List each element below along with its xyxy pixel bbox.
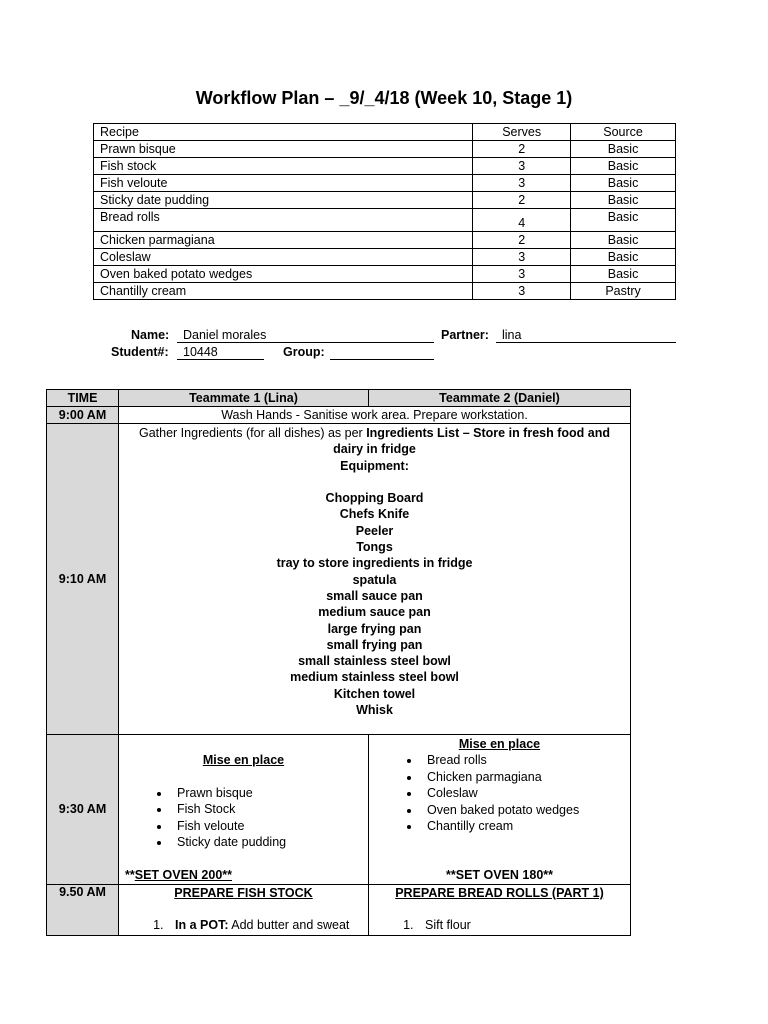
fish-stock-steps [119,917,368,933]
set-oven-200-prefix: ** [125,867,135,882]
serves-cell: 3 [473,175,571,192]
source-cell: Pastry [571,283,676,300]
equipment-item: large frying pan [327,621,422,636]
recipe-cell: Fish veloute [94,175,473,192]
list-item: 1. Sift flour [417,917,630,933]
student-number-field[interactable]: 10448 [177,345,264,360]
recipe-cell: Fish stock [94,158,473,175]
mise-en-place-heading: Mise en place [202,753,285,767]
time-cell: 9:30 AM [47,735,119,885]
equipment-label: Equipment: [340,458,409,473]
teammate-2-mise-list [369,752,630,835]
equipment-item: Whisk [356,703,393,718]
source-cell: Basic [571,158,676,175]
equipment-item: small sauce pan [326,588,423,603]
teammate-2-task-cell [369,884,631,935]
plan-header-row [47,390,631,407]
teammate-2-task-cell [369,735,631,885]
student-number-label: Student#: [111,345,169,359]
time-column-header: TIME [47,390,119,407]
list-item: • Oven baked potato wedges [421,802,630,819]
list-item: • Sticky date pudding [171,834,368,851]
gather-ingredients-plain: Gather Ingredients (for all dishes) as per [139,426,367,440]
table-row [94,283,676,300]
table-row [94,249,676,266]
table-row [94,209,676,232]
set-oven-200-note [119,867,368,883]
teammate-1-task-cell [119,884,369,935]
recipe-column-header: Recipe [94,124,473,141]
gather-ingredients-bold: Ingredients List – Store in fresh food and dairy in fridge [333,426,610,457]
source-cell: Basic [571,232,676,249]
source-cell: Basic [571,249,676,266]
teammate-1-task-cell [119,735,369,885]
step-bold-text: In a POT: [175,918,229,933]
time-cell: 9:10 AM [47,424,119,735]
equipment-item: small stainless steel bowl [298,654,451,669]
list-item: • Chicken parmagiana [421,769,630,786]
table-row [94,175,676,192]
task-cell [119,424,631,735]
plan-row-950 [47,884,631,935]
table-row [94,232,676,249]
list-item: • Chantilly cream [421,818,630,835]
list-item: • Prawn bisque [171,785,368,802]
task-cell: Wash Hands - Sanitise work area. Prepare workstation. [119,407,631,424]
workflow-plan-table [46,389,631,936]
prepare-bread-rolls-heading: PREPARE BREAD ROLLS (PART 1) [395,885,604,900]
recipe-cell: Coleslaw [94,249,473,266]
table-row [94,192,676,209]
list-item: • Fish Stock [171,801,368,818]
recipe-cell: Chicken parmagiana [94,232,473,249]
table-row [94,141,676,158]
plan-row-910 [47,424,631,735]
source-cell: Basic [571,175,676,192]
equipment-item: Peeler [355,523,394,538]
serves-cell: 3 [473,249,571,266]
set-oven-200-text: SET OVEN 200** [134,867,232,882]
partner-field[interactable]: lina [496,328,676,343]
equipment-item: small frying pan [326,637,423,652]
recipe-cell: Chantilly cream [94,283,473,300]
source-cell: Basic [571,266,676,283]
recipe-cell: Sticky date pudding [94,192,473,209]
serves-column-header: Serves [473,124,571,141]
equipment-item: Chefs Knife [339,507,410,522]
equipment-item: Chopping Board [325,491,424,506]
group-label: Group: [283,345,325,359]
serves-cell: 2 [473,232,571,249]
step-text: Add butter and sweat [228,918,350,933]
serves-cell: 4 [473,209,571,232]
teammate-1-column-header: Teammate 1 (Lina) [119,390,369,407]
plan-row-930 [47,735,631,885]
name-field[interactable]: Daniel morales [177,328,434,343]
source-cell: Basic [571,209,676,232]
recipe-cell: Bread rolls [94,209,473,232]
serves-cell: 2 [473,192,571,209]
source-column-header: Source [571,124,676,141]
gather-ingredients-text [119,425,630,458]
equipment-item: tray to store ingredients in fridge [276,556,473,571]
name-label: Name: [131,328,170,342]
mise-en-place-heading: Mise en place [458,737,541,751]
table-row [94,266,676,283]
serves-cell: 2 [473,141,571,158]
time-cell: 9:00 AM [47,407,119,424]
partner-label: Partner: [441,328,489,342]
plan-row-900 [47,407,631,424]
teammate-2-column-header: Teammate 2 (Daniel) [369,390,631,407]
list-item [167,917,368,933]
recipe-table [93,123,676,300]
serves-cell: 3 [473,283,571,300]
list-item: • Bread rolls [421,752,630,769]
source-cell: Basic [571,192,676,209]
set-oven-180-note: **SET OVEN 180** [446,868,553,883]
equipment-item: Kitchen towel [333,686,416,701]
list-item: • Coleslaw [421,785,630,802]
list-item: • Fish veloute [171,818,368,835]
equipment-item: medium stainless steel bowl [290,670,459,685]
recipe-cell: Oven baked potato wedges [94,266,473,283]
document-title: Workflow Plan – _9/_4/18 (Week 10, Stage 1) [195,88,573,108]
equipment-item: spatula [352,572,397,587]
prepare-fish-stock-heading: PREPARE FISH STOCK [174,885,313,900]
equipment-item: Tongs [356,540,393,555]
recipe-table-header [94,124,676,141]
source-cell: Basic [571,141,676,158]
table-row [94,158,676,175]
time-cell: 9.50 AM [47,884,119,935]
serves-cell: 3 [473,158,571,175]
group-field[interactable] [330,345,434,360]
teammate-1-mise-list [119,785,368,851]
serves-cell: 3 [473,266,571,283]
equipment-item: medium sauce pan [318,605,431,620]
bread-rolls-steps [369,917,630,933]
recipe-cell: Prawn bisque [94,141,473,158]
